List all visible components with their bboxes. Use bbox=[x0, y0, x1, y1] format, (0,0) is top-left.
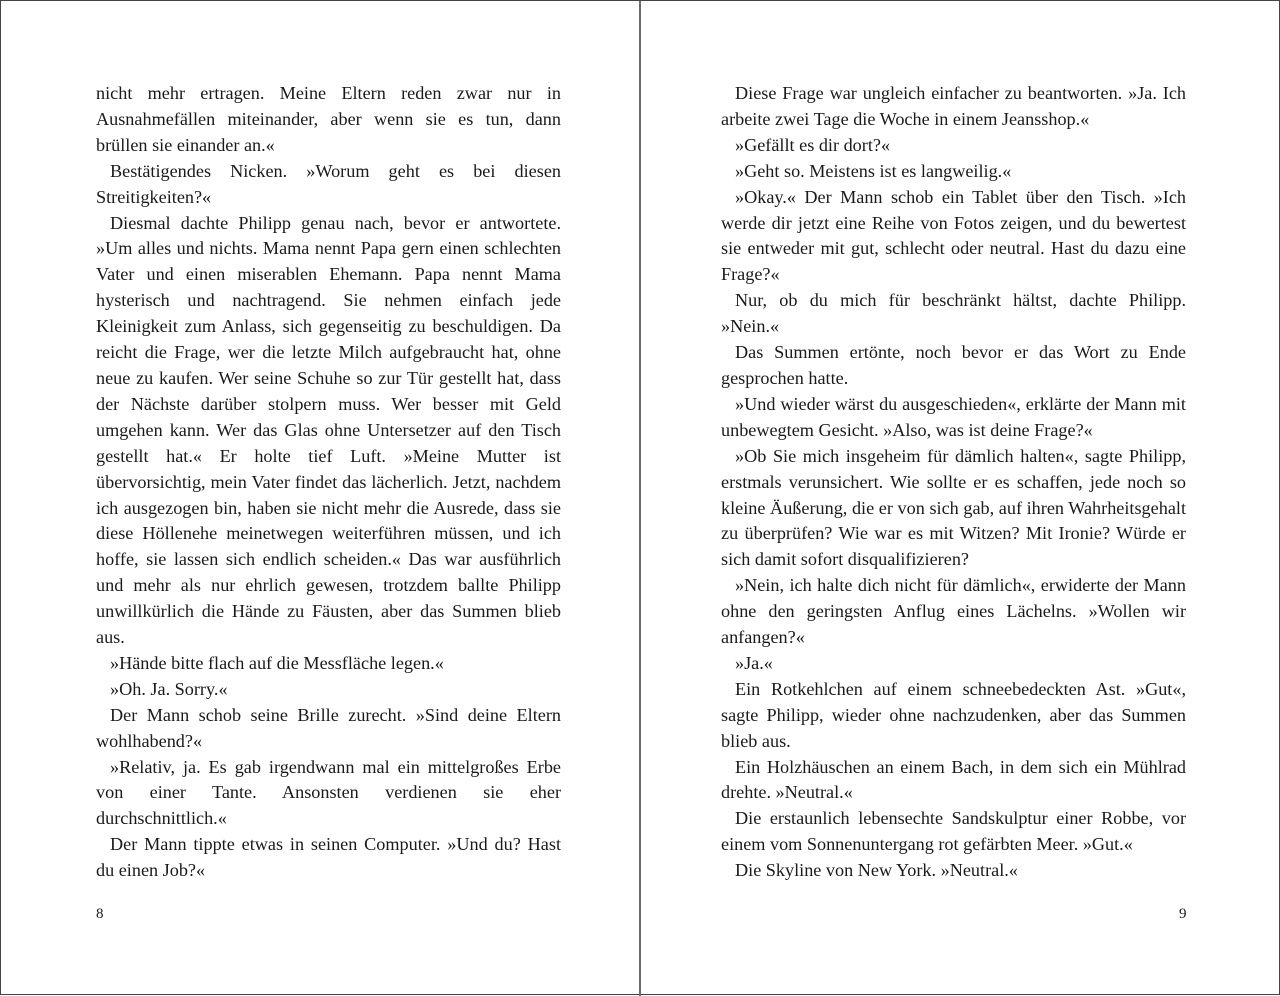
paragraph: »Oh. Ja. Sorry.« bbox=[110, 678, 228, 699]
paragraph: »Relativ, ja. Es gab irgendwann mal ein mittelgroßes Erbe von einer Tante. Ansonsten verdienen sie eher durchschnittlich.« bbox=[96, 756, 561, 829]
paragraph: »Okay.« Der Mann schob ein Tablet über den Tisch. »Ich werde dir jetzt eine Reihe von Fotos zeigen, und du bewertest sie entweder mit gut, schlecht oder neutral. Hast du dazu eine Frage?« bbox=[721, 186, 1186, 285]
paragraph: »Gefällt es dir dort?« bbox=[735, 134, 891, 155]
paragraph: Diese Frage war ungleich einfacher zu beantworten. »Ja. Ich arbeite zwei Tage die Woche in einem Jeansshop.« bbox=[721, 83, 1186, 129]
paragraph: »Ob Sie mich insgeheim für dämlich halten«, sagte Philipp, erstmals verunsichert. Wie sollte er es schaffen, jede noch so kleine Äußerung, die er von sich gab, auf ihren Wahrheitsgehalt zu überprüfen? Wie war es mit Witzen? Mit Ironie? Würde er sich damit sofort disqualifizieren? bbox=[721, 445, 1186, 570]
paragraph: Die Skyline von New York. »Neutral.« bbox=[735, 860, 1018, 881]
page-number-left: 8 bbox=[96, 906, 104, 922]
paragraph: Die erstaunlich lebensechte Sandskulptur einer Robbe, vor einem vom Sonnenuntergang rot gefärbten Meer. »Gut.« bbox=[721, 808, 1186, 855]
paragraph: Diesmal dachte Philipp genau nach, bevor er antwortete. »Um alles und nichts. Mama nennt Papa gern einen schlechten Vater und einen miserablen Ehemann. Papa nennt Mama hysterisch und nachtragend. Sie nehmen einfach jede Kleinigkeit zum Anlass, sich gegenseitig zu beschuldigen. Da reicht die Frage, wer die letzte Milch aufgebraucht hat, ohne neue zu kaufen. Wer seine Schuhe so zur Tür gestellt hat, dass der Nächste darüber stolpern muss. Wer besser mit Geld umgehen kann. Wer das Glas ohne Untersetzer auf den Tisch gestellt hat.« Er holte tief Luft. »Meine Mutter ist übervorsichtig, mein Vater findet das lächerlich. Jetzt, nachdem ich ausgezogen bin, haben sie nicht mehr die Ausrede, dass sie diese Höllenehe meinetwegen weiterführen müssen, und ich hoffe, sie lassen sich endlich scheiden.« Das war ausführlich und mehr als nur ehrlich gewesen, trotzdem ballte Philipp unwillkürlich die Hände zu Fäusten, aber das Summen blieb aus. bbox=[96, 212, 561, 648]
paragraph: »Nein, ich halte dich nicht für dämlich«, erwiderte der Mann ohne den geringsten Anflug eines Lächelns. »Wollen wir anfangen?« bbox=[721, 575, 1186, 648]
book-gutter bbox=[639, 1, 641, 996]
right-page bbox=[721, 81, 1186, 884]
paragraph: »Und wieder wärst du ausgeschieden«, erklärte der Mann mit unbewegtem Gesicht. »Also, was ist deine Frage?« bbox=[721, 393, 1186, 440]
paragraph: Bestätigendes Nicken. »Worum geht es bei diesen Streitigkeiten?« bbox=[96, 160, 561, 207]
paragraph: nicht mehr ertragen. Meine Eltern reden zwar nur in Ausnahmefällen miteinander, aber wenn sie es tun, dann brüllen sie einander an.« bbox=[96, 83, 561, 155]
paragraph: »Ja.« bbox=[735, 652, 773, 673]
paragraph: Der Mann schob seine Brille zurecht. »Sind deine Eltern wohlhabend?« bbox=[96, 704, 561, 751]
paragraph: »Geht so. Meistens ist es langweilig.« bbox=[735, 160, 1012, 181]
paragraph: Ein Holzhäuschen an einem Bach, in dem sich ein Mühlrad drehte. »Neutral.« bbox=[721, 756, 1186, 803]
left-page bbox=[96, 81, 561, 884]
paragraph: Das Summen ertönte, noch bevor er das Wort zu Ende gesprochen hatte. bbox=[721, 342, 1186, 388]
page-number-right: 9 bbox=[1179, 906, 1187, 922]
paragraph: Ein Rotkehlchen auf einem schneebedeckten Ast. »Gut«, sagte Philipp, wieder ohne nachzudenken, aber das Summen blieb aus. bbox=[721, 678, 1186, 751]
paragraph: Nur, ob du mich für beschränkt hältst, dachte Philipp. »Nein.« bbox=[721, 290, 1186, 337]
paragraph: Der Mann tippte etwas in seinen Computer. »Und du? Hast du einen Job?« bbox=[96, 834, 561, 881]
paragraph: »Hände bitte flach auf die Messfläche legen.« bbox=[110, 652, 444, 673]
